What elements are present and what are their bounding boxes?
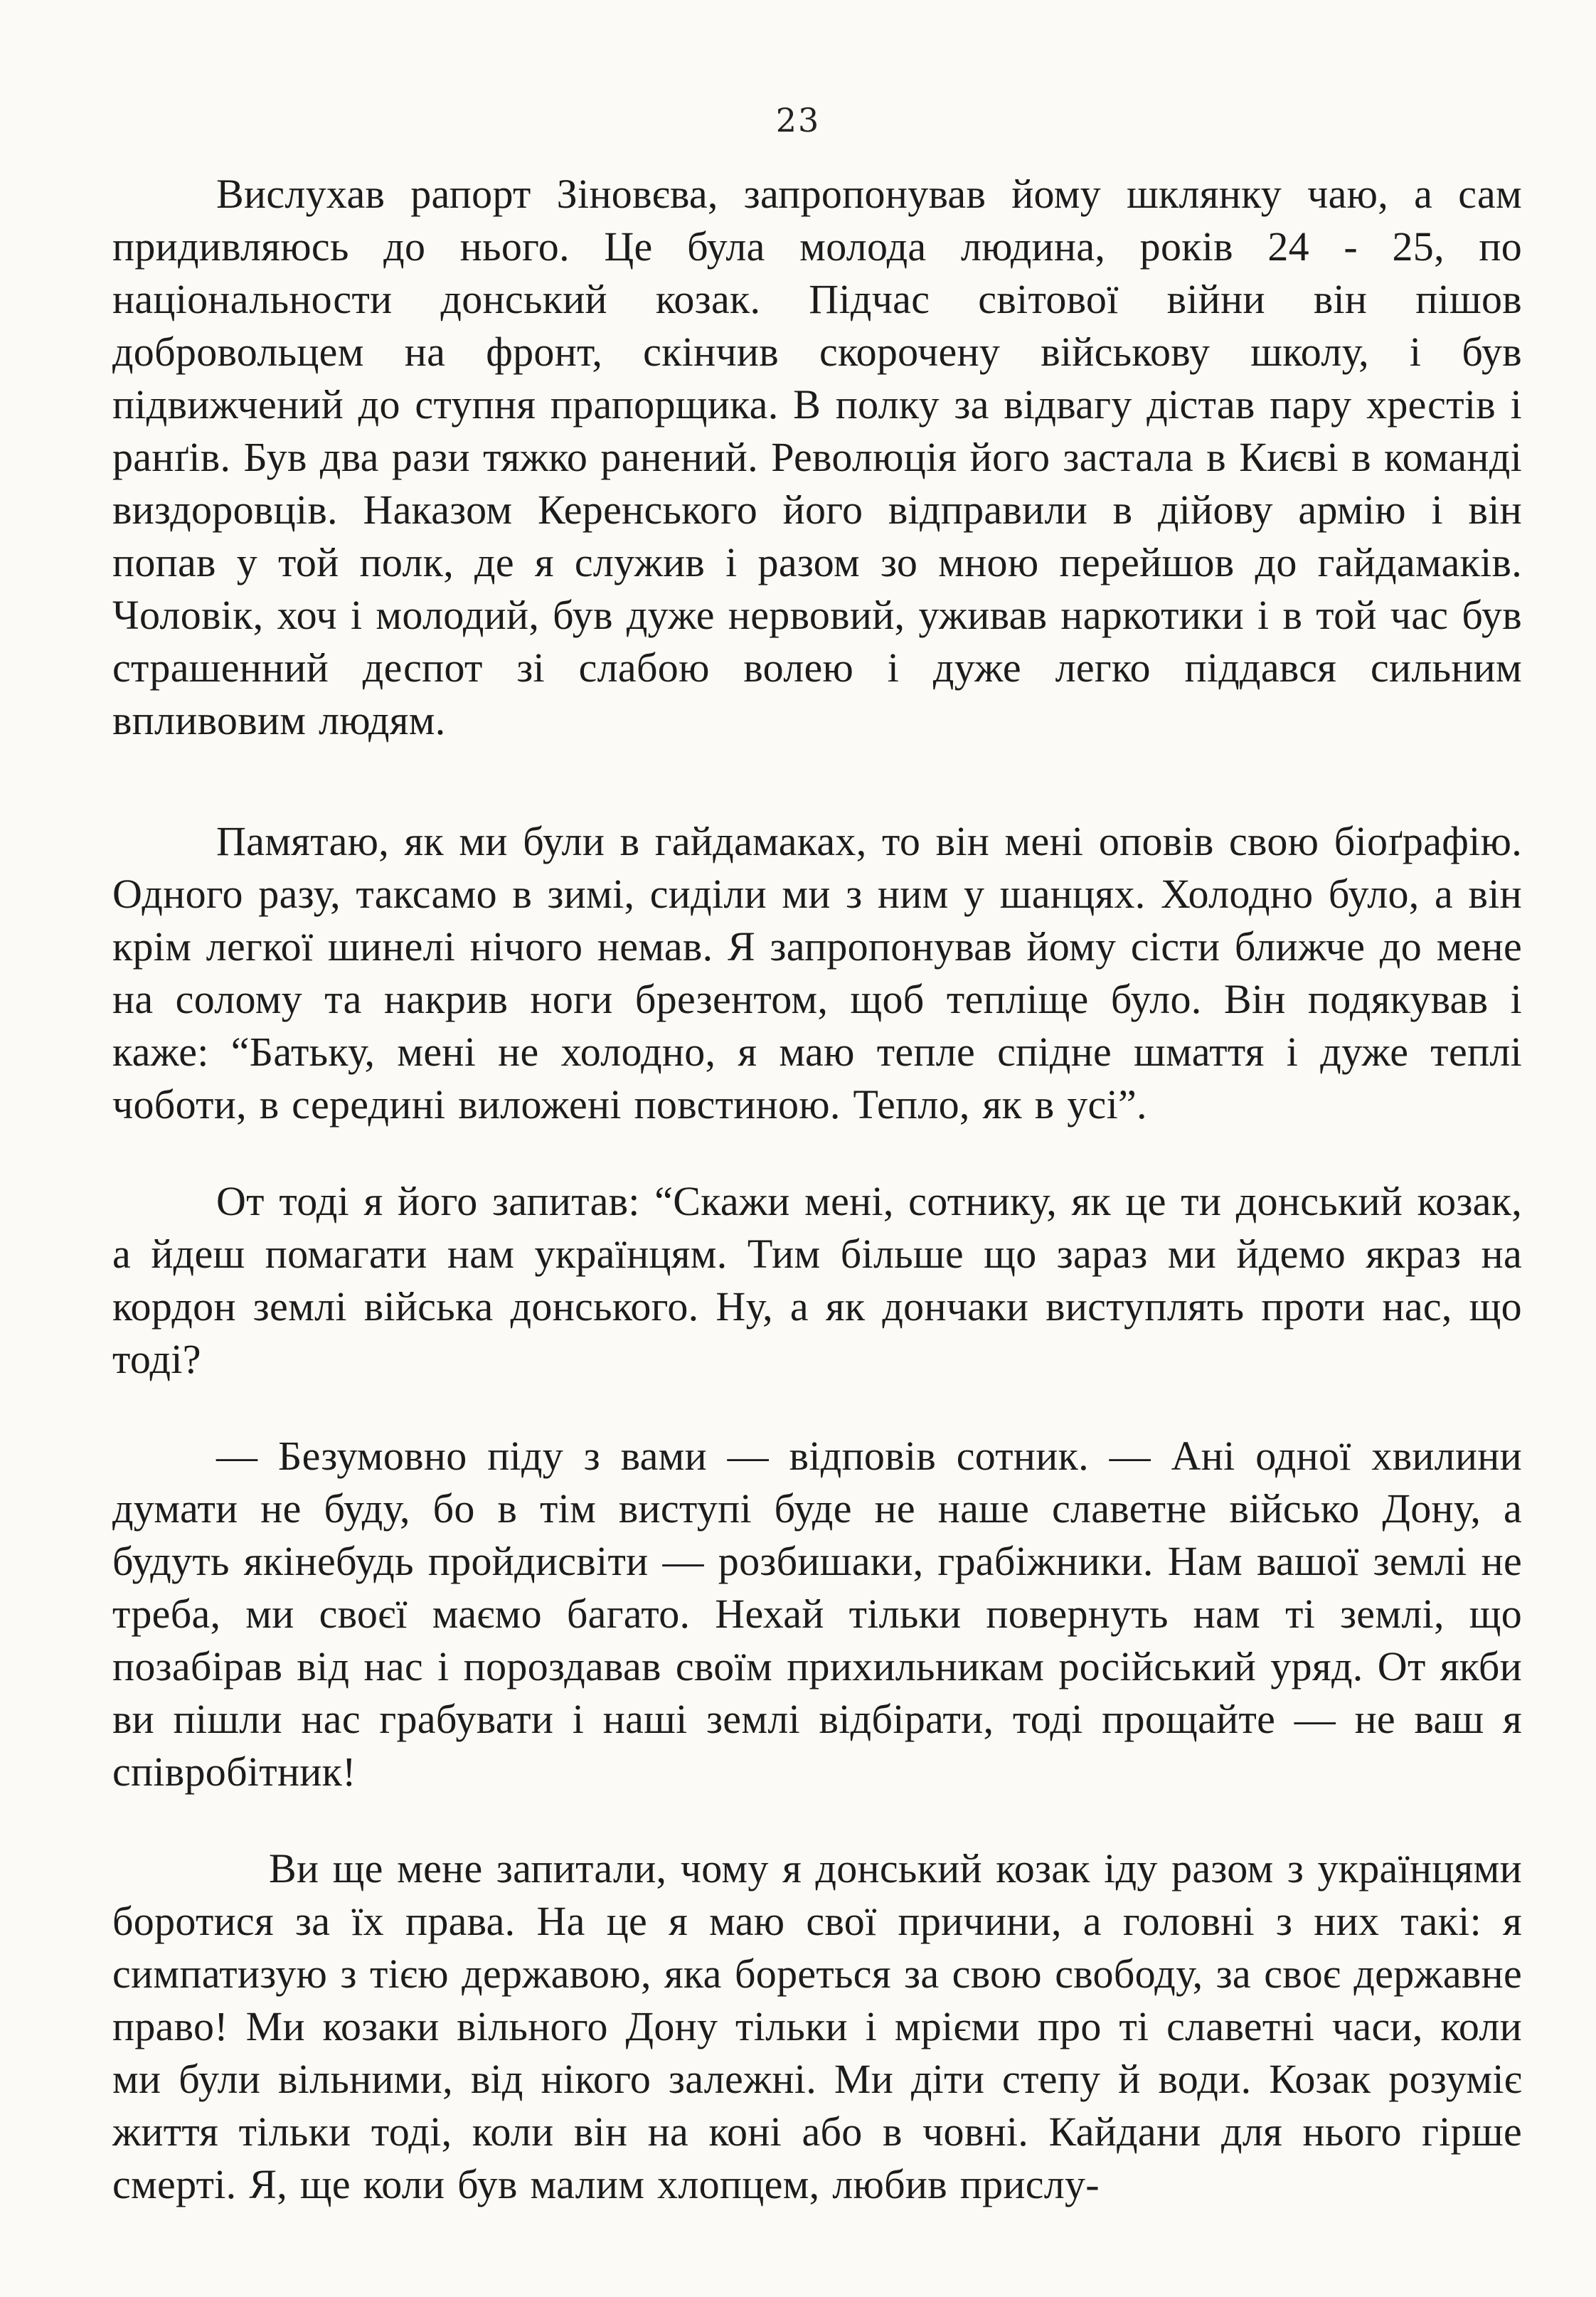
paragraph: Ви ще мене запитали, чому я донський козак іду разом з українцями боротися за їх права. На це я маю свої причини, а головні з них такі: я симпатизую з тією державою, яка бореться за свою свободу, за своє державне право! Ми козаки вільного Дону тільки і мрієми про ті славетні часи, коли ми були вільними, від нікого залежні. Ми діти степу й води. Козак розуміє життя тільки тоді, коли він на коні або в човні. Кайдани для нього гірше смерті. Я, ще коли був малим хлопцем, любив прислу- — [112, 1845, 1522, 2207]
paragraph: От тоді я його запитав: “Скажи мені, сотнику, як це ти донський козак, а йдеш помагати нам українцям. Тим більше що зараз ми йдемо якраз на кордон землі війська донського. Ну, а як дончаки виступлять проти нас, що тоді? — [112, 1178, 1522, 1382]
paragraph: Памятаю, як ми були в гайдамаках, то він мені оповів свою біоґрафію. Одного разу, таксамо в зимі, сиділи ми з ним у шанцях. Холодно було, а він крім легкої шинелі нічого немав. Я запропонував йому сісти ближче до мене на солому та накрив ноги брезентом, щоб тепліще було. Він подякував і каже: “Батьку, мені не холодно, я маю тепле спідне шмаття і дуже теплі чоботи, в середині виложені повстиною. Тепло, як в усі”. — [112, 818, 1522, 1128]
paragraph: Вислухав рапорт Зіновєва, запропонував йому шклянку чаю, а сам придивляюсь до нього. Це була молода людина, років 24 - 25, по національности донський козак. Підчас світової війни він пішов добровольцем на фронт, скінчив скорочену військову школу, і був підвижчений до ступня прапорщика. В полку за відвагу дістав пару хрестів і ранґів. Був два рази тяжко ранений. Революція його застала в Києві в команді виздоровців. Наказом Керенського його відправили в дійову армію і він попав у той полк, де я служив і разом зо мною перейшов до гайдамаків. Чоловік, хоч і молодий, був дуже нервовий, уживав наркотики і в той час був страшенний деспот зі слабою волею і дуже легко піддався сильним впливовим людям. — [112, 171, 1522, 743]
page-number: 23 — [775, 101, 821, 139]
paragraph: — Безумовно піду з вами — відповів сотник. — Ані одної хвилини думати не буду, бо в тім виступі буде не наше славетне військо Дону, а будуть якінебудь пройдисвіти — розбишаки, грабіжники. Нам вашої землі не треба, ми своєї маємо багато. Нехай тільки повернуть нам ті землі, що позабірав від нас і пороздавав своїм прихильникам російський уряд. От якби ви пішли нас грабувати і наші землі відбірати, тоді прощайте — не ваш я співробітник! — [112, 1433, 1522, 1795]
page-body — [112, 168, 1522, 2211]
